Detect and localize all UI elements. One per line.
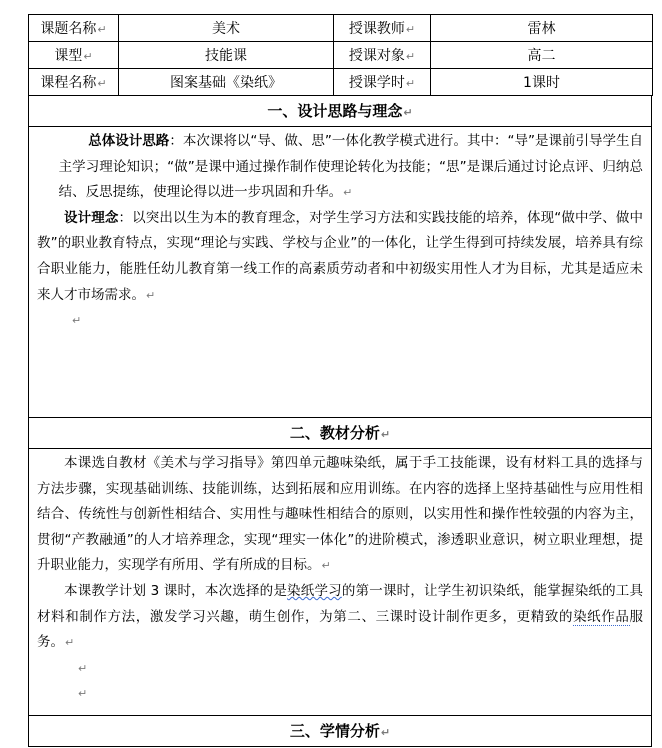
textbook-paragraph-1: 本课选自教材《美术与学习指导》第四单元趣味染纸，属于手工技能课，设有材料工具的选择与方法步骤，实现基础训练、技能训练，达到拓展和应用训练。在内容的选择上坚持基础性与应用性相结合、传统性与创新性相结合、实用性与趣味性相结合的原则，以实用性和操作性较强的内容为主，贯彻“产教融通”的人才培养理念，实现“理实一体化”的进阶模式，渗透职业意识，树立职业理想，提升职业能力，实现学有所用、学有所成的目标。↵ <box>37 455 643 574</box>
section-body-design <box>28 127 652 418</box>
info-value-course: 图案基础《染纸》 <box>119 69 334 96</box>
section-heading-students: 三、学情分析↵ <box>28 716 652 747</box>
info-label-audience: 授课对象↵ <box>334 42 431 69</box>
design-idea-label: 总体设计思路 <box>88 133 170 149</box>
course-info-table <box>28 14 653 96</box>
design-concept-paragraph: 设计理念：以突出以生为本的教育理念，对学生学习方法和实践技能的培养，体现“做中学、做中教”的职业教育特点，实现“理论与实践、学校与企业”的一体化，让学生得到可持续发展，培养具有综合职业能力，能胜任幼儿教育第一线工作的高素质劳动者和中初级实用性人才为目标，尤其是适应未来人才市场需求。↵ <box>37 209 644 303</box>
info-label-course: 课程名称↵ <box>29 69 119 96</box>
lesson-plan-document <box>28 14 652 747</box>
section-heading-design: 一、设计思路与理念↵ <box>28 96 652 127</box>
table-row <box>29 42 653 69</box>
info-value-teacher: 雷林 <box>431 15 653 42</box>
empty-paragraph: ↵ <box>72 314 82 328</box>
empty-paragraph: ↵ <box>78 661 88 675</box>
info-value-topic: 美术 <box>119 15 334 42</box>
info-value-type: 技能课 <box>119 42 334 69</box>
design-concept-label: 设计理念 <box>64 209 119 226</box>
info-label-hours: 授课学时↵ <box>334 69 431 96</box>
textbook-paragraph-2: 本课教学计划 3 课时，本次选择的是染纸学习的第一课时，让学生初识染纸，能掌握染纸的工具材料和制作方法，激发学习兴趣，萌生创作，为第二、三课时设计制作更多，更精致的染纸作品服务。↵ <box>37 582 644 651</box>
design-idea-paragraph: 总体设计思路：本次课将以“导、做、思”一体化教学模式进行。其中：“导”是课前引导学生自主学习理论知识；“做”是课中通过操作制作使理论转化为技能；“思”是课后通过讨论点评、归纳总结、反思提练，使理论得以进一步巩固和升华。↵ <box>58 133 644 201</box>
info-label-type: 课型↵ <box>29 42 119 69</box>
empty-paragraph: ↵ <box>78 686 88 700</box>
design-concept-text: ：以突出以生为本的教育理念，对学生学习方法和实践技能的培养，体现“做中学、做中教”的职业教育特点，实现“理论与实践、学校与企业”的一体化，让学生得到可持续发展，培养具有综合职业能力，能胜任幼儿教育第一线工作的高素质劳动者和中初级实用性人才为目标，尤其是适应未来人才市场需求。 <box>37 209 644 303</box>
info-value-audience: 高二 <box>431 42 653 69</box>
section-heading-textbook: 二、教材分析↵ <box>28 418 652 449</box>
table-row <box>29 69 653 96</box>
info-label-topic: 课题名称↵ <box>29 15 119 42</box>
info-value-hours: 1课时 <box>431 69 653 96</box>
design-idea-text: ：本次课将以“导、做、思”一体化教学模式进行。其中：“导”是课前引导学生自主学习理论知识；“做”是课中通过操作制作使理论转化为技能；“思”是课后通过讨论点评、归纳总结、反思提练，使理论得以进一步巩固和升华。 <box>58 133 644 201</box>
info-label-teacher: 授课教师↵ <box>334 15 431 42</box>
section-body-textbook <box>28 449 652 716</box>
table-row <box>29 15 653 42</box>
